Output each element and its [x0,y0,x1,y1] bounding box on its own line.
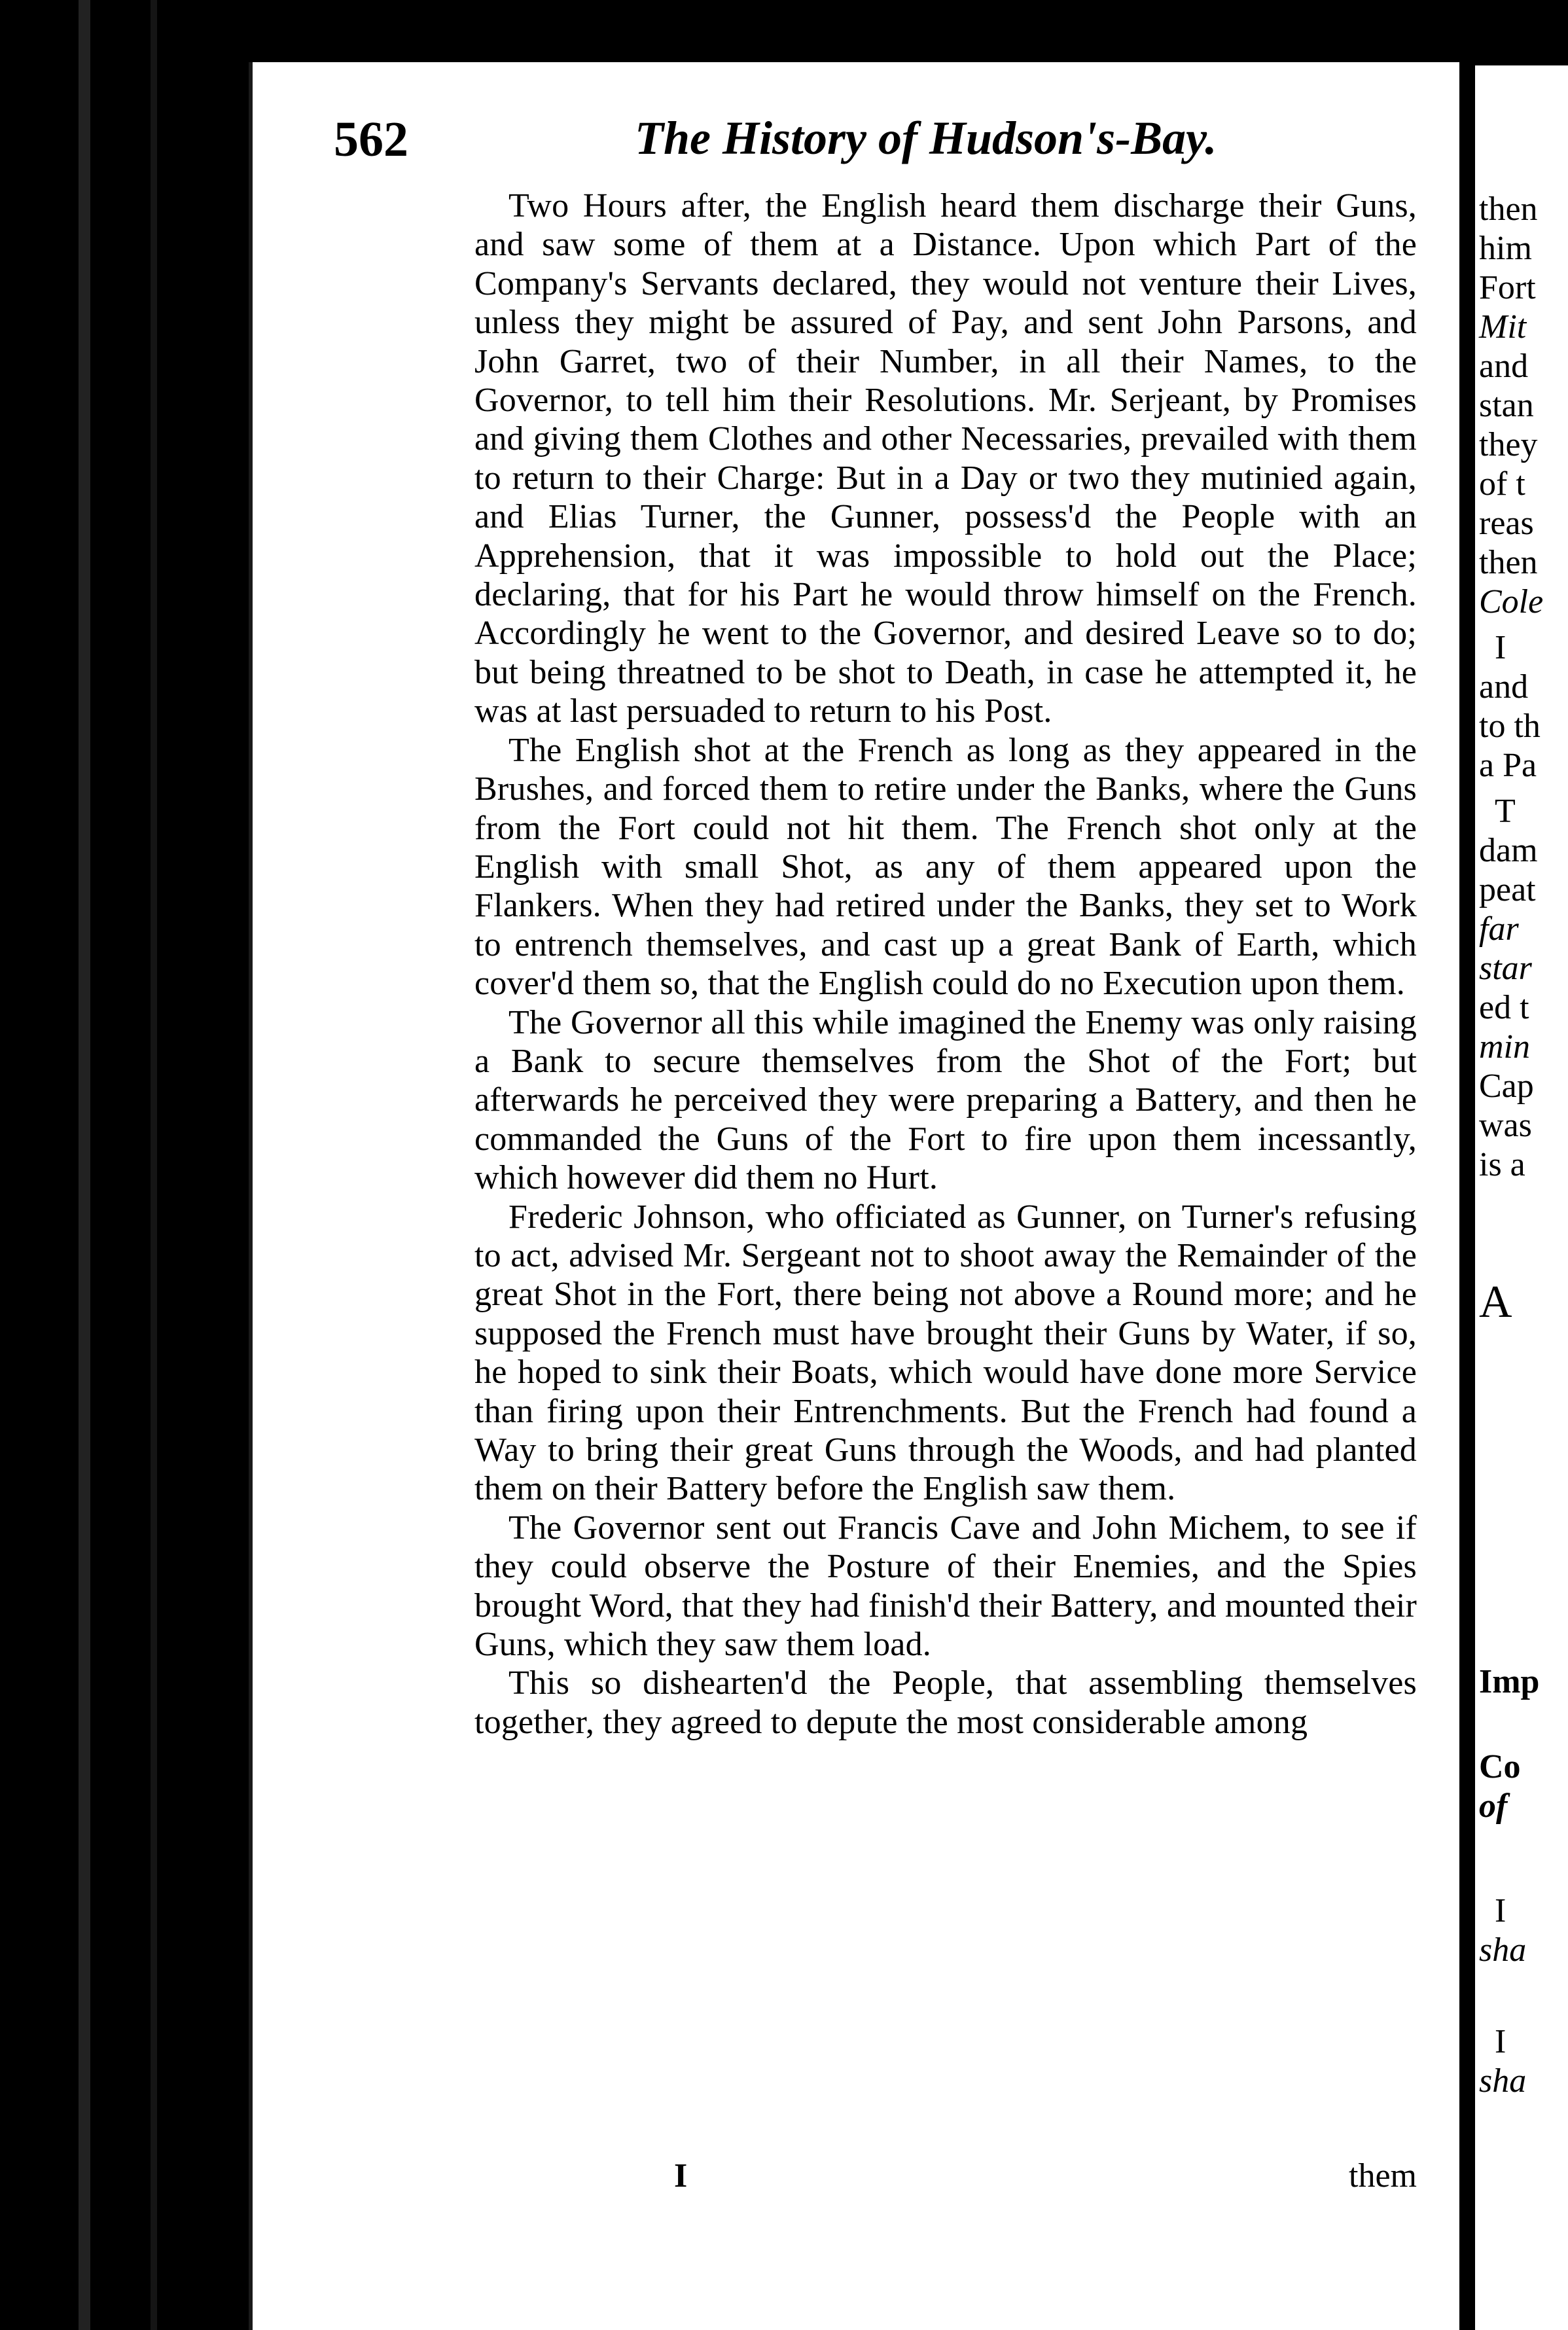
next-page-fragment: him [1479,230,1532,267]
next-page-fragment: then [1479,544,1538,581]
next-page-fragment: sha [1479,2062,1527,2100]
catchword: them [1349,2157,1417,2195]
next-page-fragment: Imp [1479,1663,1540,1700]
paragraph: Frederic Johnson, who officiated as Gunner, on Turner's refusing to act, advised Mr. Sergeant not to shoot away the Remainder of the great Shot in the Fort, there being not above a Round more; and he supposed the French must have brought their Guns by Water, if so, he hoped to sink their Boats, which would have done more Service than firing upon their Entrenchments. But the French had found a Way to bring their great Guns through the Woods, and had planted them on their Battery before the English saw them. [474,1198,1417,1508]
next-page-fragment: they [1479,426,1538,463]
page-number: 562 [334,112,408,167]
page-header [334,111,1250,190]
next-page-fragment: and [1479,668,1529,706]
book-gutter [1459,0,1475,2330]
page-footer [474,2157,1417,2202]
next-page-fragment: star [1479,950,1532,987]
running-title: The History of Hudson's-Bay. [635,112,1217,164]
paragraph: The Governor sent out Francis Cave and John Michem, to see if they could observe the Posture of their Enemies, and the Spies brought Word, that they had finish'd their Battery, and mounted their Guns, which they saw them load. [474,1509,1417,1664]
next-page-fragment: far [1479,910,1519,948]
next-page-fragment: Fort [1479,269,1536,306]
next-page-fragment: T [1495,793,1516,830]
paragraph: Two Hours after, the English heard them discharge their Guns, and saw some of them at a Distance. Upon which Part of the Company's Servants declared, they would not venture their Lives, unless they might be assured of Pay, and sent John Parsons, and John Garret, two of their Number, in all their Names, to the Governor, to tell him their Resolutions. Mr. Serjeant, by Promises and giving them Clothes and other Necessaries, prevailed with them to return to their Charge: But in a Day or two they mutinied again, and Elias Turner, the Gunner, possess'd the People with an Apprehension, that it was impossible to hold out the Place; declaring, that for his Part he would throw himself on the French. Accordingly he went to the Governor, and desired Leave so to do; but being threatned to be shot to Death, in case he attempted it, he was at last persuaded to return to his Post. [474,187,1417,730]
next-page-fragment: min [1479,1028,1530,1066]
scan-left-margin [0,0,249,2330]
next-page-fragment: I [1495,1892,1506,1929]
next-page-fragment: A [1479,1277,1512,1327]
scan-streak [79,0,90,2330]
next-page-fragment: stan [1479,387,1534,424]
next-page-fragment: to th [1479,708,1541,745]
next-page-fragment: then [1479,190,1538,228]
next-page-fragment: a Pa [1479,747,1537,784]
scan-streak [151,0,157,2330]
next-page-fragment: Cap [1479,1067,1534,1105]
next-page-fragment: reas [1479,505,1534,542]
next-page-fragment: Cole [1479,583,1544,620]
paragraph: This so dishearten'd the People, that assembling themselves together, they agreed to depute the most considerable among [474,1664,1417,1741]
next-page-fragment: was [1479,1107,1532,1144]
next-page-fragment: Co [1479,1748,1521,1785]
next-page-fragment: of t [1479,465,1525,503]
next-page-fragment: is a [1479,1146,1525,1183]
next-page-fragment: peat [1479,871,1536,908]
next-page-fragment: and [1479,348,1529,385]
next-page-fragment: ed t [1479,989,1529,1026]
next-page-fragment: sha [1479,1931,1527,1969]
paragraph: The Governor all this while imagined the Enemy was only raising a Bank to secure themselves from the Shot of the Fort; but afterwards he perceived they were preparing a Battery, and then he commanded the Guns of the Fort to fire upon them incessantly, which however did them no Hurt. [474,1003,1417,1197]
next-page-fragment: I [1495,629,1506,666]
page-body [474,187,1417,2183]
next-page-fragment: Mit [1479,308,1527,346]
next-page-fragment: dam [1479,832,1538,869]
next-page-fragment: of [1479,1787,1508,1825]
paragraph: The English shot at the French as long as they appeared in the Brushes, and forced them to retire under the Banks, where the Guns from the Fort could not hit them. The French shot only at the English with small Shot, as any of them appeared upon the Flankers. When they had retired under the Banks, they set to Work to entrench themselves, and cast up a great Bank of Earth, which cover'd them so, that the English could do no Execution upon them. [474,731,1417,1003]
signature-mark: I [674,2157,688,2195]
next-page-edge [1475,65,1568,2330]
next-page-fragment: I [1495,2023,1506,2060]
